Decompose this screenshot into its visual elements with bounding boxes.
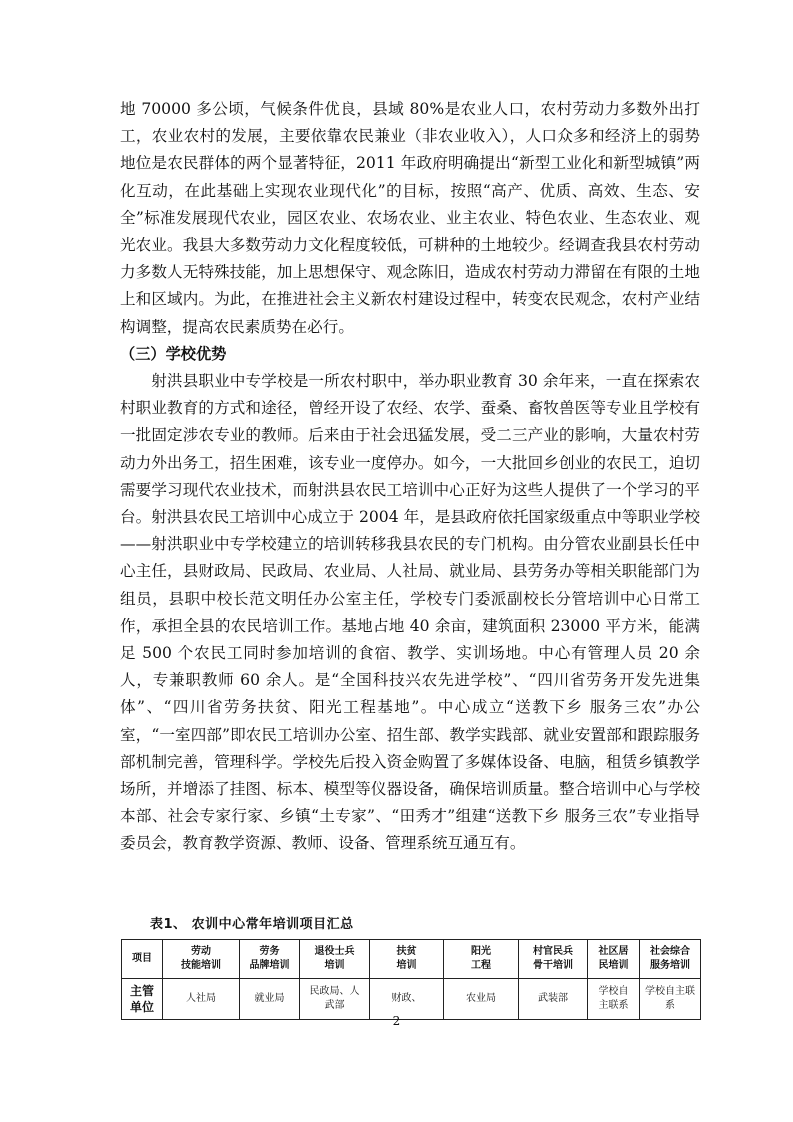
header-cell: 社会综合 服务培训: [640, 940, 701, 979]
page-number: 2: [392, 1014, 401, 1028]
paragraph-1: 地 70000 多公顷，气候条件优良，县域 80%是农业人口，农村劳动力多数外出打工，农业农村的发展，主要依靠农民兼业（非农业收入），人口众多和经济上的弱势地位是农民群体的两个显著特征，2011 年政府明确提出“新型工业化和新型城镇”两化互动，在此基础上实现农业现代化”的目标，按照“高产、优质、高效、生态、安全”标准发展现代农业，园区农业、农场农业、业主农业、特色农业、生态农业、观光农业。我县大多数劳动力文化程度较低，可耕种的土地较少。经调查我县农村劳动力多数人无特殊技能，加上思想保守、观念陈旧，造成农村劳动力滞留在有限的土地上和区域内。为此，在推进社会主义新农村建设过程中，转变农民观念，农村产业结构调整，提高农民素质势在必行。: [120, 100, 700, 336]
table-cell: 人社局: [163, 979, 240, 1020]
table-cell: 武装部: [519, 979, 588, 1020]
row-header-cell: 主管 单位: [122, 979, 163, 1020]
header-cell: 扶贫 培训: [370, 940, 444, 979]
body-text: [120, 96, 700, 858]
header-cell: 社区居 民培训: [588, 940, 640, 979]
header-cell: 项目: [122, 940, 163, 979]
table-cell: 学校自主联 系: [640, 979, 701, 1020]
training-table: [121, 939, 701, 1020]
table-cell: 财政、: [370, 979, 444, 1020]
header-cell: 劳动 技能培训: [163, 940, 240, 979]
paragraph-2: 射洪县职业中专学校是一所农村职中，举办职业教育 30 余年来，一直在探索农村职业教育的方式和途径，曾经开设了农经、农学、蚕桑、畜牧兽医等专业且学校有一批固定涉农专业的教师。后来由于社会迅猛发展，受二三产业的影响，大量农村劳动力外出务工，招生困难，该专业一度停办。如今，一大批回乡创业的农民工，迫切需要学习现代农业技术，而射洪县农民工培训中心正好为这些人提供了一个学习的平台。射洪县农民工培训中心成立于 2004 年，是县政府依托国家级重点中等职业学校——射洪职业中专学校建立的培训转移我县农民的专门机构。由分管农业副县长任中心主任，县财政局、民政局、农业局、人社局、就业局、县劳务办等相关职能部门为组员，县职中校长范文明任办公室主任，学校专门委派副校长分管培训中心日常工作，承担全县的农民培训工作。基地占地 40 余亩，建筑面积 23000 平方米，能满足 500 个农民工同时参加培训的食宿、教学、实训场地。中心有管理人员 20 余人，专兼职教师 60 余人。是“全国科技兴农先进学校”、“四川省劳务开发先进集体”、“四川省劳务扶贫、阳光工程基地”。中心成立“送教下乡 服务三农”办公室，“一室四部”即农民工培训办公室、招生部、教学实践部、就业安置部和跟踪服务部机制完善，管理科学。学校先后投入资金购置了多媒体设备、电脑，租赁乡镇教学场所，并增添了挂图、标本、模型等仪器设备，确保培训质量。整合培训中心与学校本部、社会专家行家、乡镇“土专家”、“田秀才”组建“送教下乡 服务三农”专业指导委员会，教育教学资源、教师、设备、管理系统互通互有。: [120, 372, 700, 853]
table-cell: 农业局: [444, 979, 519, 1020]
table-cell: 就业局: [240, 979, 300, 1020]
table-cell: 民政局、人 武部: [300, 979, 370, 1020]
header-cell: 阳光 工程: [444, 940, 519, 979]
table-header-row: [122, 940, 701, 979]
header-cell: 劳务 品牌培训: [240, 940, 300, 979]
header-cell: 退役士兵 培训: [300, 940, 370, 979]
table-caption: 表1、 农训中心常年培训项目汇总: [150, 917, 354, 932]
table-cell: 学校自 主联系: [588, 979, 640, 1020]
section-heading: （三）学校优势: [120, 344, 227, 363]
header-cell: 村官民兵 骨干培训: [519, 940, 588, 979]
